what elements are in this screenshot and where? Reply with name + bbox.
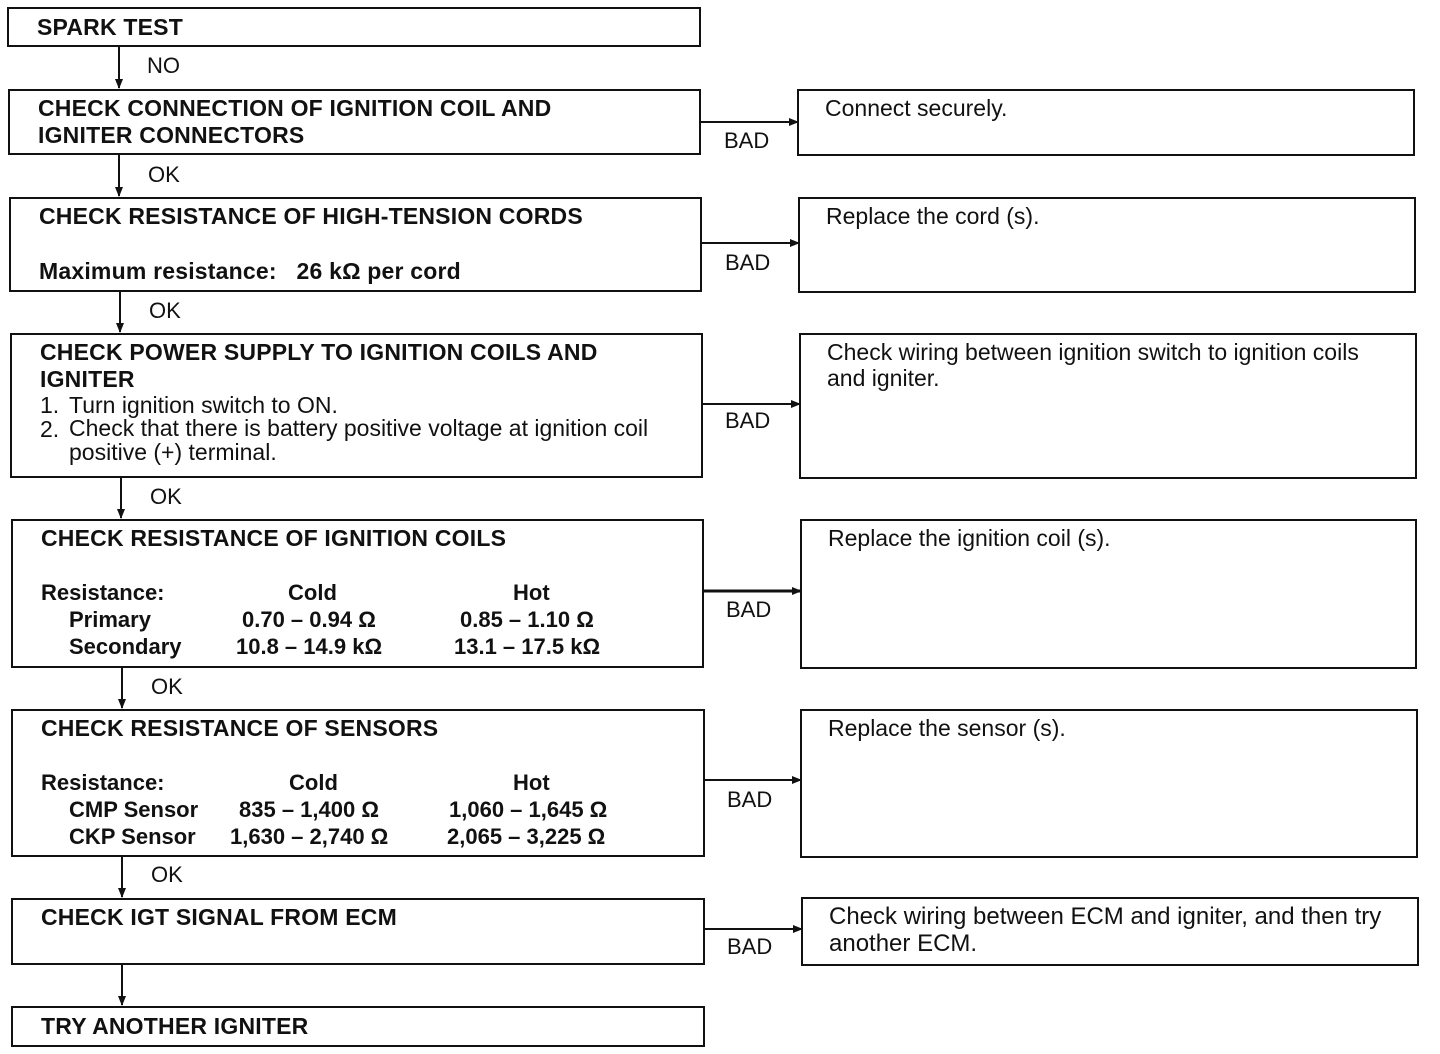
check-cords-box	[9, 197, 702, 292]
sensors-cold-header: Cold	[289, 770, 338, 795]
bad-label: BAD	[727, 934, 773, 959]
check-connection-title-2: IGNITER CONNECTORS	[38, 122, 305, 148]
ok-label: OK	[148, 162, 180, 187]
coil-row-name: Secondary	[69, 634, 182, 659]
replace-sensor-box	[800, 709, 1418, 858]
coil-row-name: Primary	[69, 607, 151, 632]
check-ecm-wiring-box	[801, 897, 1419, 966]
check-igt-box	[11, 898, 705, 965]
sensor-row-cold: 835 – 1,400 Ω	[239, 797, 379, 822]
step-number: 2.	[40, 416, 60, 442]
spark-test-title: SPARK TEST	[37, 14, 183, 40]
sensor-row-hot: 1,060 – 1,645 Ω	[449, 797, 608, 822]
sensor-row-name: CMP Sensor	[69, 797, 199, 822]
no-label: NO	[147, 53, 180, 78]
bad-label: BAD	[725, 250, 771, 275]
coil-row-cold: 10.8 – 14.9 kΩ	[236, 634, 383, 659]
bad-label: BAD	[726, 597, 772, 622]
check-coils-title: CHECK RESISTANCE OF IGNITION COILS	[41, 525, 507, 551]
replace-coil-text: Replace the ignition coil (s).	[828, 525, 1111, 551]
coil-row-hot: 0.85 – 1.10 Ω	[460, 607, 594, 632]
connect-securely-box	[797, 89, 1415, 156]
bad-label: BAD	[725, 408, 771, 433]
step-number: 1.	[40, 392, 60, 418]
replace-sensor-text: Replace the sensor (s).	[828, 715, 1066, 741]
replace-cords-box	[798, 197, 1416, 293]
try-igniter-title: TRY ANOTHER IGNITER	[41, 1013, 309, 1039]
coil-row-hot: 13.1 – 17.5 kΩ	[454, 634, 601, 659]
sensors-hot-header: Hot	[513, 770, 550, 795]
power-supply-title-2: IGNITER	[40, 366, 135, 392]
power-supply-title-1: CHECK POWER SUPPLY TO IGNITION COILS AND	[40, 339, 598, 365]
coils-cold-header: Cold	[288, 580, 337, 605]
ok-label: OK	[150, 484, 182, 509]
replace-coil-box	[800, 519, 1417, 669]
power-supply-step-1	[12, 391, 702, 417]
coil-row-cold: 0.70 – 0.94 Ω	[242, 607, 376, 632]
power-supply-step-2	[12, 415, 702, 467]
step-text: Turn ignition switch to ON.	[69, 392, 338, 418]
spark-test-box	[7, 7, 701, 47]
check-connection-box	[8, 89, 701, 155]
sensor-row-name: CKP Sensor	[69, 824, 196, 849]
connect-securely-text: Connect securely.	[825, 95, 1008, 121]
ok-label: OK	[151, 674, 183, 699]
sensor-row-hot: 2,065 – 3,225 Ω	[447, 824, 606, 849]
bad-label: BAD	[727, 787, 773, 812]
check-cords-title: CHECK RESISTANCE OF HIGH-TENSION CORDS	[39, 203, 583, 229]
replace-cords-text: Replace the cord (s).	[826, 203, 1040, 229]
step-text: Check that there is battery positive voltage at ignition coil positive (+) terminal.	[69, 415, 649, 465]
check-power-supply-box	[10, 333, 703, 478]
sensors-resistance-label: Resistance:	[41, 770, 165, 795]
check-coils-box	[11, 519, 704, 668]
cords-max-resistance: Maximum resistance: 26 kΩ per cord	[39, 258, 461, 284]
coils-hot-header: Hot	[513, 580, 550, 605]
check-connection-title-1: CHECK CONNECTION OF IGNITION COIL AND	[38, 95, 552, 121]
coils-resistance-label: Resistance:	[41, 580, 165, 605]
check-sensors-box	[11, 709, 705, 857]
try-igniter-box	[11, 1006, 705, 1047]
check-ecm-wiring-text: Check wiring between ECM and igniter, and then try another ECM.	[829, 903, 1382, 957]
check-sensors-title: CHECK RESISTANCE OF SENSORS	[41, 715, 439, 741]
ok-label: OK	[149, 298, 181, 323]
check-switch-wiring-box	[799, 333, 1417, 479]
bad-label: BAD	[724, 128, 770, 153]
check-igt-title: CHECK IGT SIGNAL FROM ECM	[41, 904, 397, 930]
check-switch-wiring-text: Check wiring between ignition switch to ignition coils and igniter.	[827, 339, 1359, 391]
ok-label: OK	[151, 862, 183, 887]
sensor-row-cold: 1,630 – 2,740 Ω	[230, 824, 389, 849]
